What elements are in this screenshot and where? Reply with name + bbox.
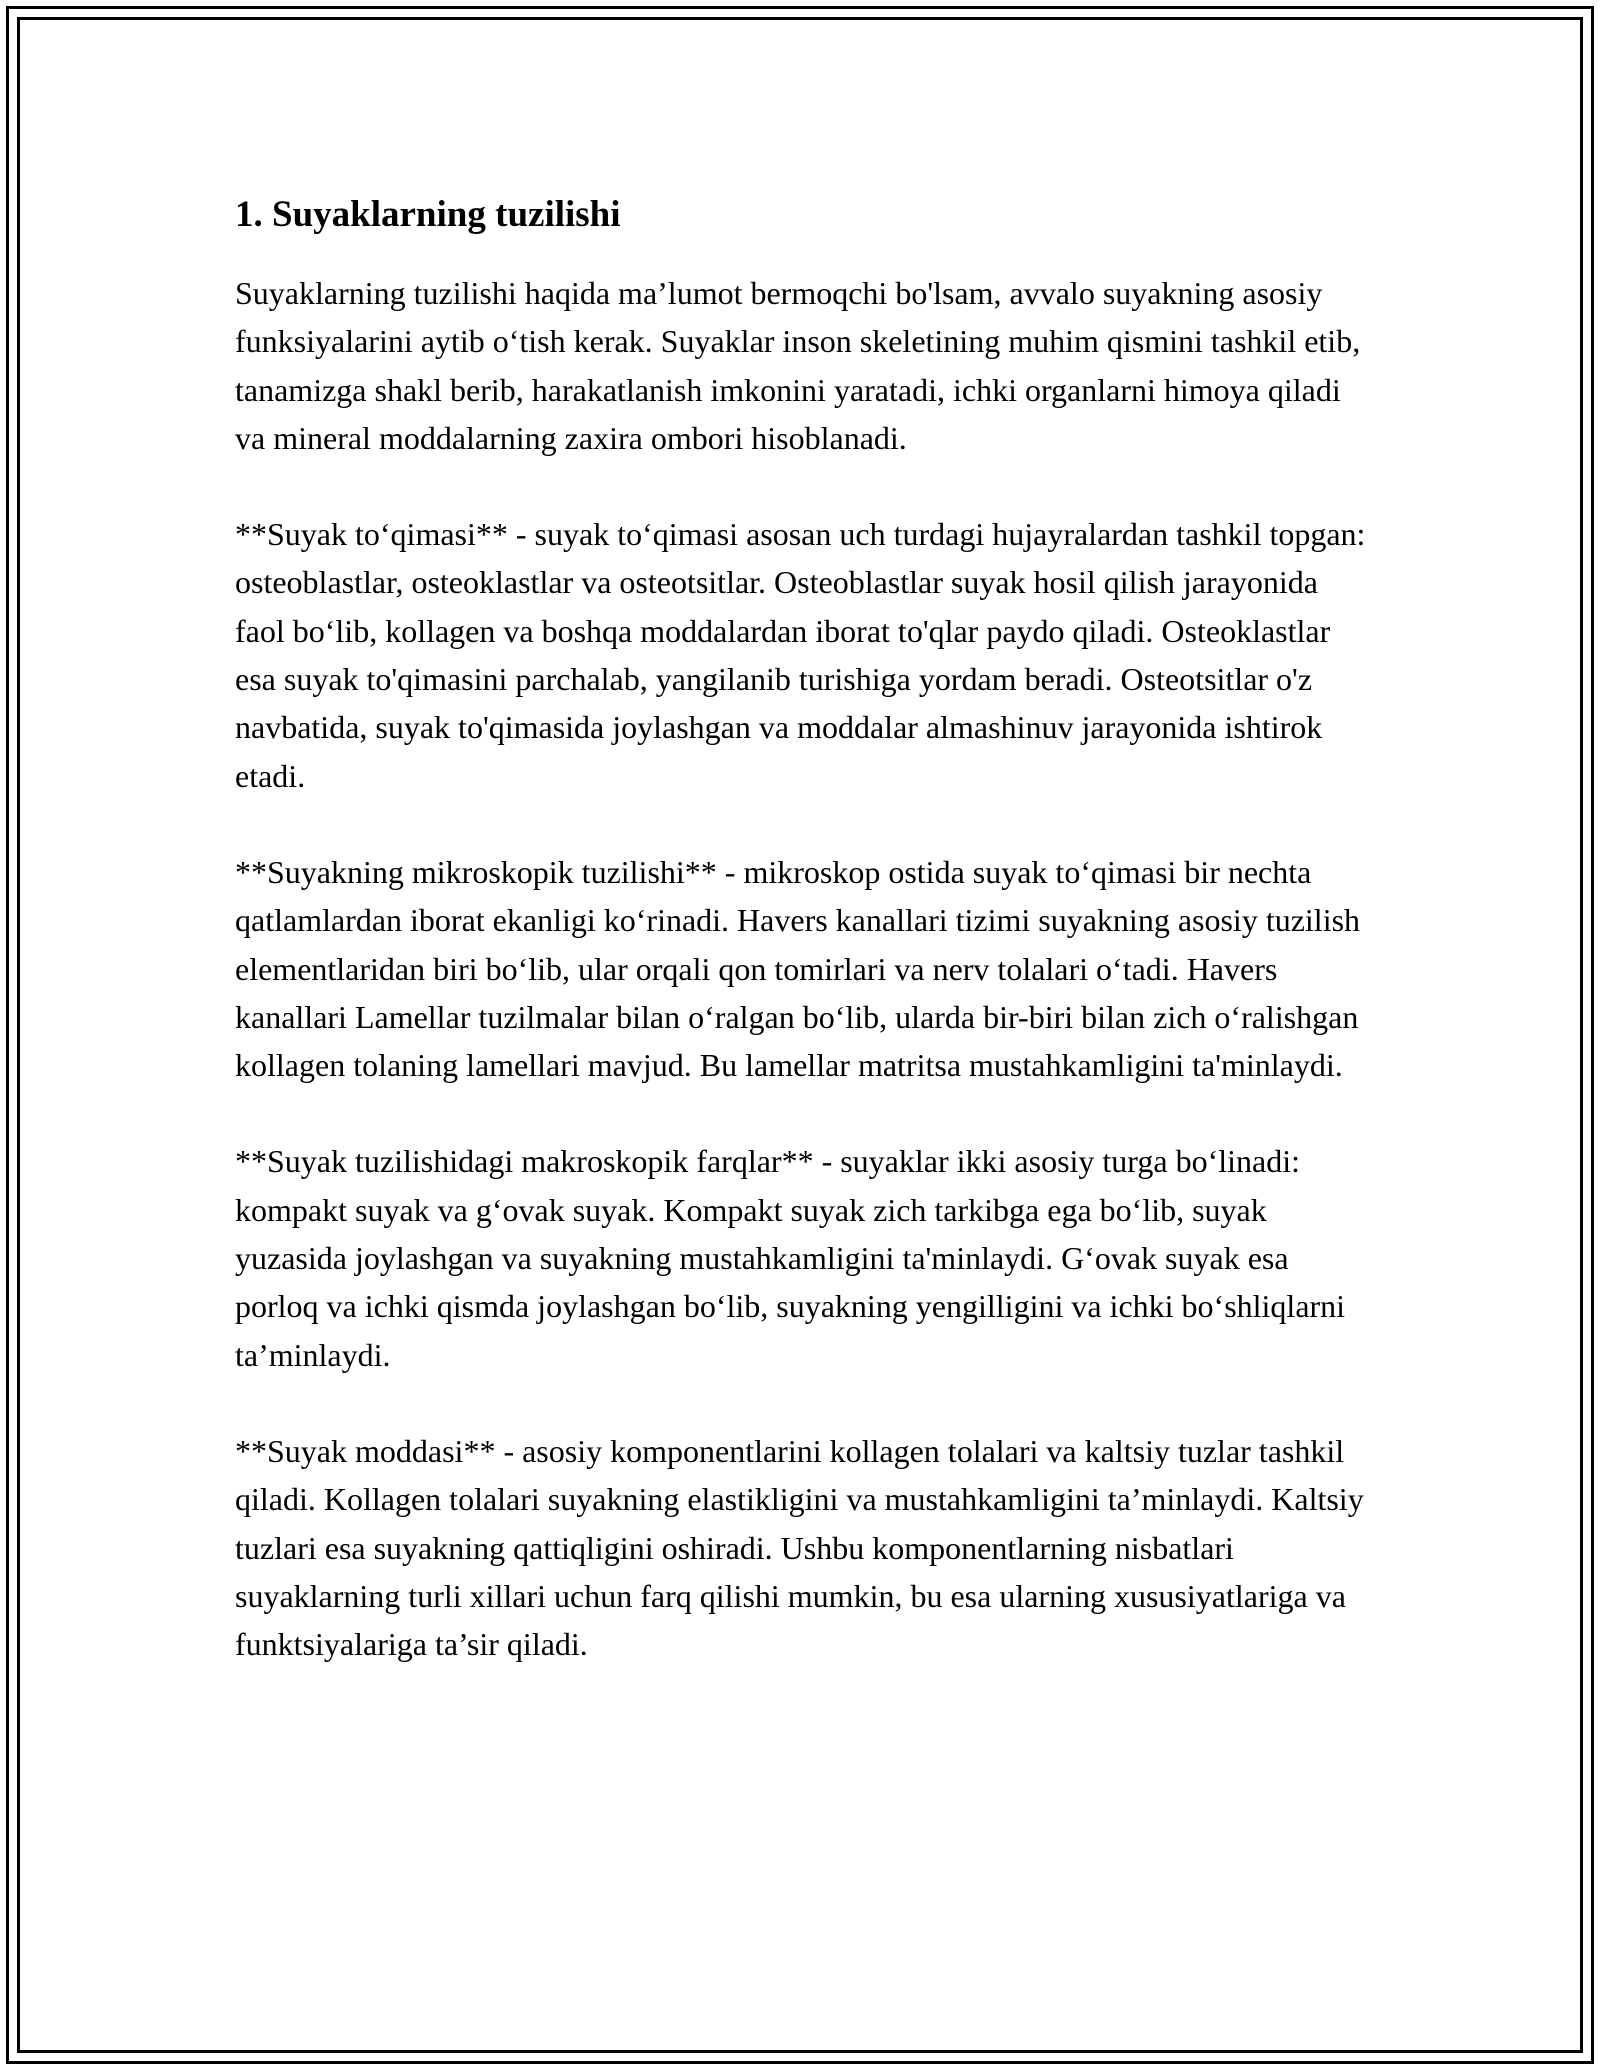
paragraph-bone-tissue: **Suyak to‘qimasi** - suyak to‘qimasi asosan uch turdagi hujayralardan tashkil topgan: osteoblastlar, osteoklastlar va osteotsitlar. Osteoblastlar suyak hosil qilish jarayonida faol bo‘lib, kollagen va boshqa moddalardan iborat to'qlar paydo qiladi. Osteoklastlar esa suyak to'qimasini parchalab, yangilanib turishiga yordam beradi. Osteotsitlar o'z navbatida, suyak to'qimasida joylashgan va moddalar almashinuv jarayonida ishtirok etadi.: [235, 516, 1366, 794]
paragraph-intro: Suyaklarning tuzilishi haqida ma’lumot bermoqchi bo'lsam, avvalo suyakning asosiy funksiyalarini aytib o‘tish kerak. Suyaklar inson skeletining muhim qismini tashkil etib, tanamizga shakl berib, harakatlanish imkonini yaratadi, ichki organlarni himoya qiladi va mineral moddalarning zaxira ombori hisoblanadi.: [235, 275, 1361, 456]
paragraph-bone-substance: **Suyak moddasi** - asosiy komponentlarini kollagen tolalari va kaltsiy tuzlar tashkil qiladi. Kollagen tolalari suyakning elastikligini va mustahkamligini ta’minlaydi. Kaltsiy tuzlari esa suyakning qattiqligini oshiradi. Ushbu komponentlarning nisbatlari suyaklarning turli xillari uchun farq qilishi mumkin, bu esa ularning xususiyatlariga va funktsiyalariga ta’sir qiladi.: [235, 1432, 1364, 1663]
paragraph-microscopic-structure: **Suyakning mikroskopik tuzilishi** - mikroskop ostida suyak to‘qimasi bir nechta qatlamlardan iborat ekanligi ko‘rinadi. Havers kanallari tizimi suyakning asosiy tuzilish elementlaridan biri bo‘lib, ular orqali qon tomirlari va nerv tolalari o‘tadi. Havers kanallari Lamellar tuzilmalar bilan o‘ralgan bo‘lib, ularda bir-biri bilan zich o‘ralishgan kollagen tolaning lamellari mavjud. Bu lamellar matritsa mustahkamligini ta'minlaydi.: [235, 853, 1361, 1084]
document-body: [235, 185, 1375, 1716]
section-heading: 1. Suyaklarning tuzilishi: [235, 194, 621, 235]
paragraph-macroscopic-differences: **Suyak tuzilishidagi makroskopik farqlar** - suyaklar ikki asosiy turga bo‘linadi: kompakt suyak va g‘ovak suyak. Kompakt suyak zich tarkibga ega bo‘lib, suyak yuzasida joylashgan va suyakning mustahkamligini ta'minlaydi. G‘ovak suyak esa porloq va ichki qismda joylashgan bo‘lib, suyakning yengilligini va ichki bo‘shliqlarni ta’minlaydi.: [235, 1143, 1346, 1373]
